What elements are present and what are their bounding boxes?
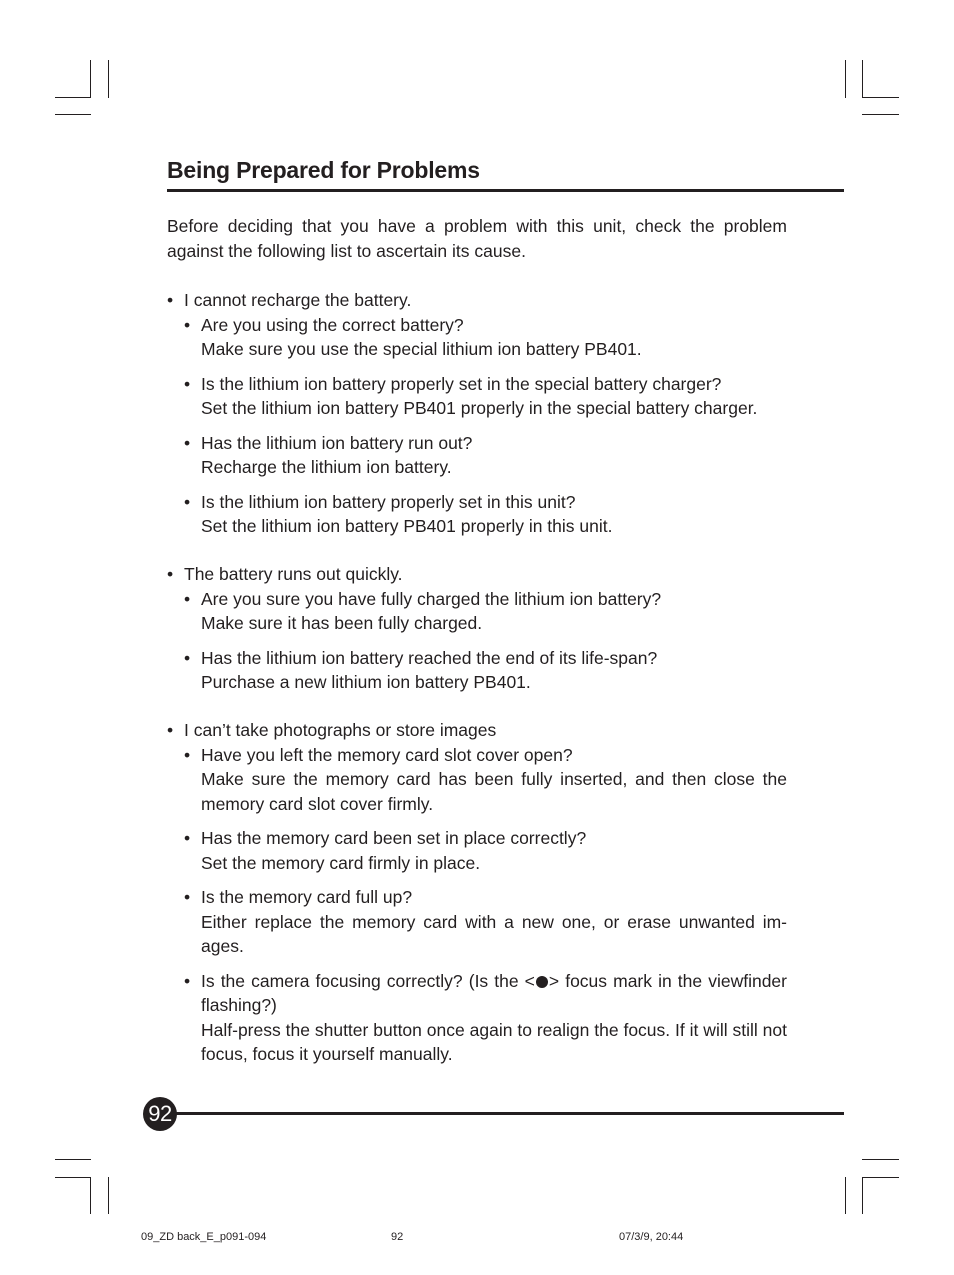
slug-page-number: 92 (391, 1231, 404, 1243)
check-answer: Set the lithium ion battery PB401 properly in this unit. (201, 516, 613, 536)
check-question: Are you using the correct battery? (201, 314, 464, 335)
slug-date: 07/3/9, 20:44 (619, 1231, 684, 1243)
crop-mark (108, 1177, 109, 1214)
crop-mark (90, 60, 91, 98)
check-question: Are you sure you have fully charged the lithium ion battery? (201, 588, 662, 609)
check-answer: Make sure it has been fully charged. (201, 613, 483, 633)
crop-mark (55, 1177, 91, 1178)
check-question: Has the lithium ion battery run out? (201, 432, 473, 453)
check-item (167, 646, 787, 695)
check-answer: Purchase a new lithium ion battery PB401. (201, 672, 531, 692)
bullet: • (184, 647, 191, 668)
check-item (167, 885, 787, 959)
check-item (167, 587, 787, 636)
bullet: • (184, 970, 191, 991)
check-question: Is the memory card full up? (201, 887, 413, 907)
footer-rule (170, 1112, 844, 1115)
check-answer: Make sure you use the special lithium ion battery PB401. (201, 339, 642, 359)
problem-group (167, 288, 787, 539)
bullet: • (184, 314, 191, 335)
intro-paragraph: Before deciding that you have a problem with this unit, check the problem against the following list to ascertain its cause. (167, 216, 787, 261)
check-item (167, 969, 787, 1067)
question-text: > focus mark in the viewfinder flashing?) (201, 970, 787, 1015)
bullet: • (184, 744, 191, 765)
bullet: • (184, 373, 191, 394)
crop-mark (845, 1177, 846, 1214)
focus-mark-icon (536, 976, 548, 988)
check-answer: Either replace the memory card with a new one, or erase unwanted im-ages. (201, 911, 787, 956)
check-question: Have you left the memory card slot cover open? (201, 744, 573, 765)
check-answer: Recharge the lithium ion battery. (201, 457, 452, 477)
crop-mark (862, 60, 863, 98)
check-answer: Make sure the memory card has been fully inserted, and then close the memory card slot cover firmly. (201, 769, 787, 814)
page-number-badge: 92 (143, 1097, 177, 1131)
check-question: Has the memory card been set in place correctly? (201, 828, 587, 848)
problem-heading: • I cannot recharge the battery. (167, 288, 787, 313)
check-answer: Set the memory card firmly in place. (201, 852, 481, 873)
bullet: • (184, 828, 191, 848)
crop-mark (55, 114, 91, 115)
crop-mark (55, 1159, 91, 1160)
check-answer: Half-press the shutter button once again to realign the focus. If it will still not focus, focus it yourself manually. (201, 1019, 787, 1064)
crop-mark (862, 1159, 899, 1160)
problem-group (167, 562, 787, 695)
bullet: • (184, 432, 191, 453)
bullet: • (184, 491, 191, 512)
crop-mark (862, 1177, 863, 1214)
check-answer: Set the lithium ion battery PB401 properly in the special battery charger. (201, 398, 758, 418)
check-item (167, 826, 787, 875)
page-title: Being Prepared for Problems (167, 157, 480, 183)
check-item (167, 490, 787, 539)
problem-heading: • The battery runs out quickly. (167, 562, 787, 587)
bullet: • (184, 887, 191, 907)
check-item (167, 743, 787, 817)
crop-mark (862, 1177, 899, 1178)
check-item (167, 313, 787, 362)
problem-group (167, 718, 787, 1067)
problem-heading: • I can’t take photographs or store images (167, 718, 787, 743)
crop-mark (90, 1177, 91, 1214)
slug-file: 09_ZD back_E_p091-094 (141, 1231, 267, 1243)
check-question (201, 969, 787, 1018)
crop-mark (55, 97, 91, 98)
crop-mark (862, 97, 899, 98)
check-item (167, 431, 787, 480)
check-question: Is the lithium ion battery properly set in the special battery charger? (201, 373, 722, 394)
crop-mark (845, 60, 846, 98)
question-text: Is the camera focusing correctly? (Is the < (201, 970, 535, 991)
check-question: Has the lithium ion battery reached the end of its life-span? (201, 647, 658, 668)
bullet: • (184, 588, 191, 609)
check-item (167, 372, 787, 421)
title-rule (167, 189, 844, 192)
crop-mark (862, 114, 899, 115)
crop-mark (108, 60, 109, 98)
check-question: Is the lithium ion battery properly set in this unit? (201, 491, 576, 512)
